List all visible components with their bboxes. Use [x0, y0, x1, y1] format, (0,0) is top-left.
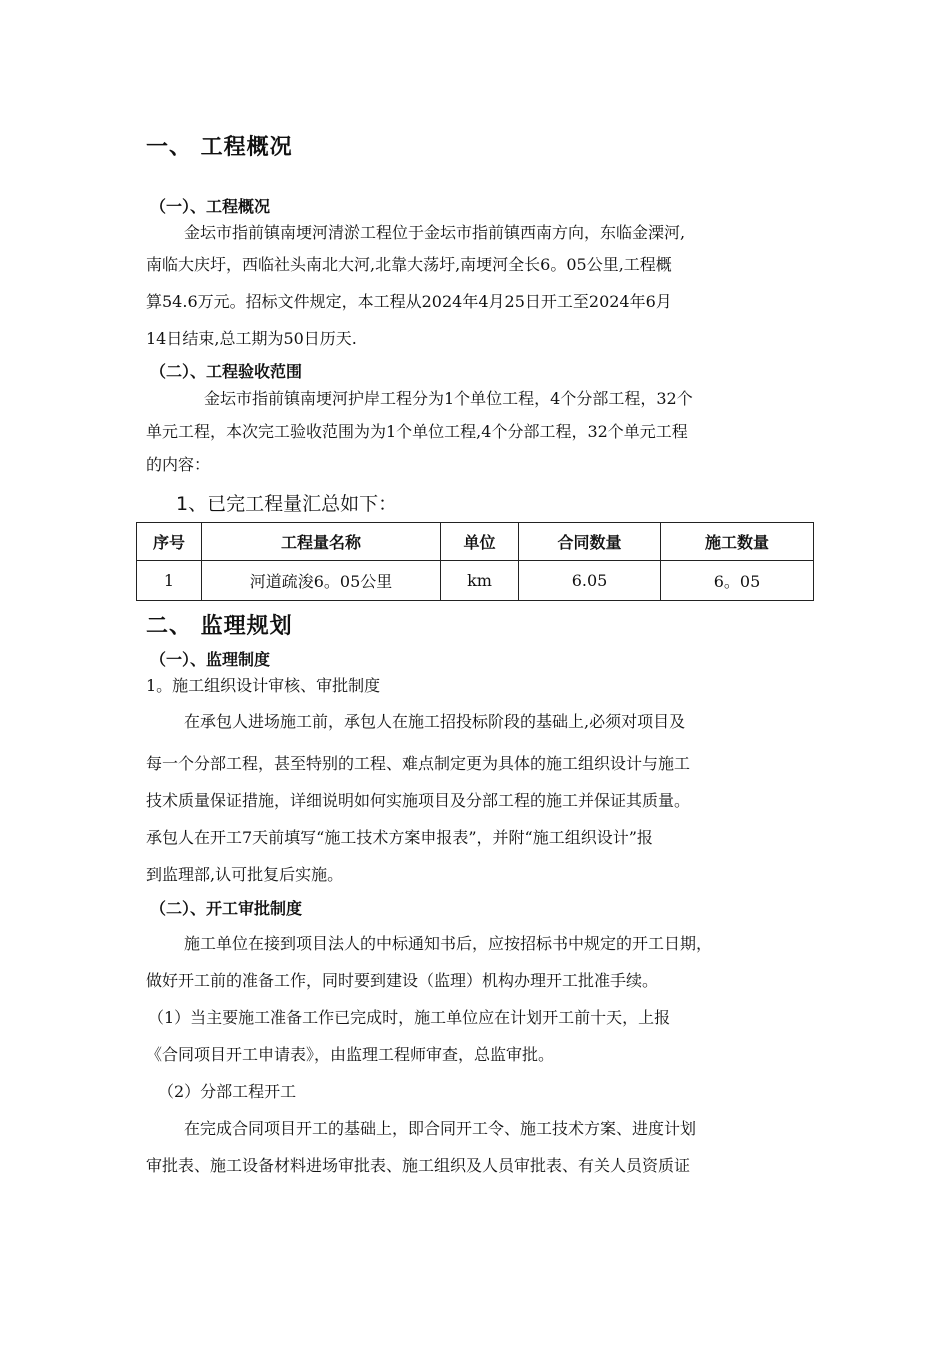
column-header-construction-qty: 施工数量 [661, 523, 814, 561]
column-header-name: 工程量名称 [202, 523, 441, 561]
subheading-acceptance-scope: （二）、工程验收范围 [150, 362, 303, 381]
paragraph-line: 在完成合同项目开工的基础上，即合同开工令、施工技术方案、进度计划 [184, 1119, 697, 1138]
list-item: （2）分部工程开工 [158, 1082, 297, 1101]
subheading-supervision-system: （一）、监理制度 [150, 650, 271, 669]
paragraph-line: 的内容： [146, 455, 211, 474]
paragraph-line: 审批表、施工设备材料进场审批表、施工组织及人员审批表、有关人员资质证 [146, 1156, 691, 1175]
paragraph-line: 每一个分部工程，甚至特别的工程、难点制定更为具体的施工组织设计与施工 [146, 754, 691, 773]
paragraph-line: 南临大庆圩，西临社头南北大河,北靠大荡圩,南埂河全长6。05公里,工程概 [146, 255, 672, 274]
table-cell: 河道疏浚6。05公里 [202, 561, 441, 601]
subheading-commencement-approval: （二）、开工审批制度 [150, 899, 303, 918]
paragraph-line: 单元工程，本次完工验收范围为为1个单位工程,4个分部工程，32个单元工程 [146, 422, 688, 441]
table-row [137, 561, 814, 601]
paragraph-line: 《合同项目开工申请表》，由监理工程师审查，总监审批。 [146, 1045, 555, 1064]
column-header-index: 序号 [137, 523, 202, 561]
column-header-unit: 单位 [441, 523, 519, 561]
paragraph-line: 承包人在开工7天前填写“施工技术方案申报表”，并附“施工组织设计”报 [146, 828, 653, 847]
quantity-table [136, 522, 814, 601]
paragraph-line: 金坛市指前镇南埂河护岸工程分为1个单位工程，4个分部工程，32个 [204, 389, 693, 408]
table-cell: 6。05 [661, 561, 814, 601]
table-cell: km [441, 561, 519, 601]
paragraph-line: 施工单位在接到项目法人的中标通知书后，应按招标书中规定的开工日期， [184, 934, 713, 953]
paragraph-line: 算54.6万元。招标文件规定，本工程从2024年4月25日开工至2024年6月 [146, 292, 672, 311]
section-title-supervision-plan: 二、 监理规划 [146, 614, 293, 639]
section-title-project-overview: 一、 工程概况 [146, 135, 293, 160]
subheading-project-overview: （一）、工程概况 [150, 197, 271, 216]
paragraph-line: 在承包人进场施工前，承包人在施工招投标阶段的基础上,必须对项目及 [184, 712, 686, 731]
table-header-row [137, 523, 814, 561]
table-cell: 1 [137, 561, 202, 601]
paragraph-line: 金坛市指前镇南埂河清淤工程位于金坛市指前镇西南方向，东临金溧河, [184, 223, 686, 242]
paragraph-line: （1）当主要施工准备工作已完成时，施工单位应在计划开工前十天，上报 [148, 1008, 671, 1027]
document-page [146, 128, 822, 1184]
quantity-summary-lead: 1、已完工程量汇总如下： [176, 493, 398, 515]
paragraph-line: 到监理部,认可批复后实施。 [146, 865, 344, 884]
column-header-contract-qty: 合同数量 [519, 523, 661, 561]
paragraph-line: 做好开工前的准备工作，同时要到建设（监理）机构办理开工批准手续。 [146, 971, 659, 990]
paragraph-line: 14日结束,总工期为50日历天. [146, 329, 357, 348]
list-item: 1。施工组织设计审核、审批制度 [146, 676, 381, 695]
table-cell: 6.05 [519, 561, 661, 601]
paragraph-line: 技术质量保证措施，详细说明如何实施项目及分部工程的施工并保证其质量。 [146, 791, 691, 810]
